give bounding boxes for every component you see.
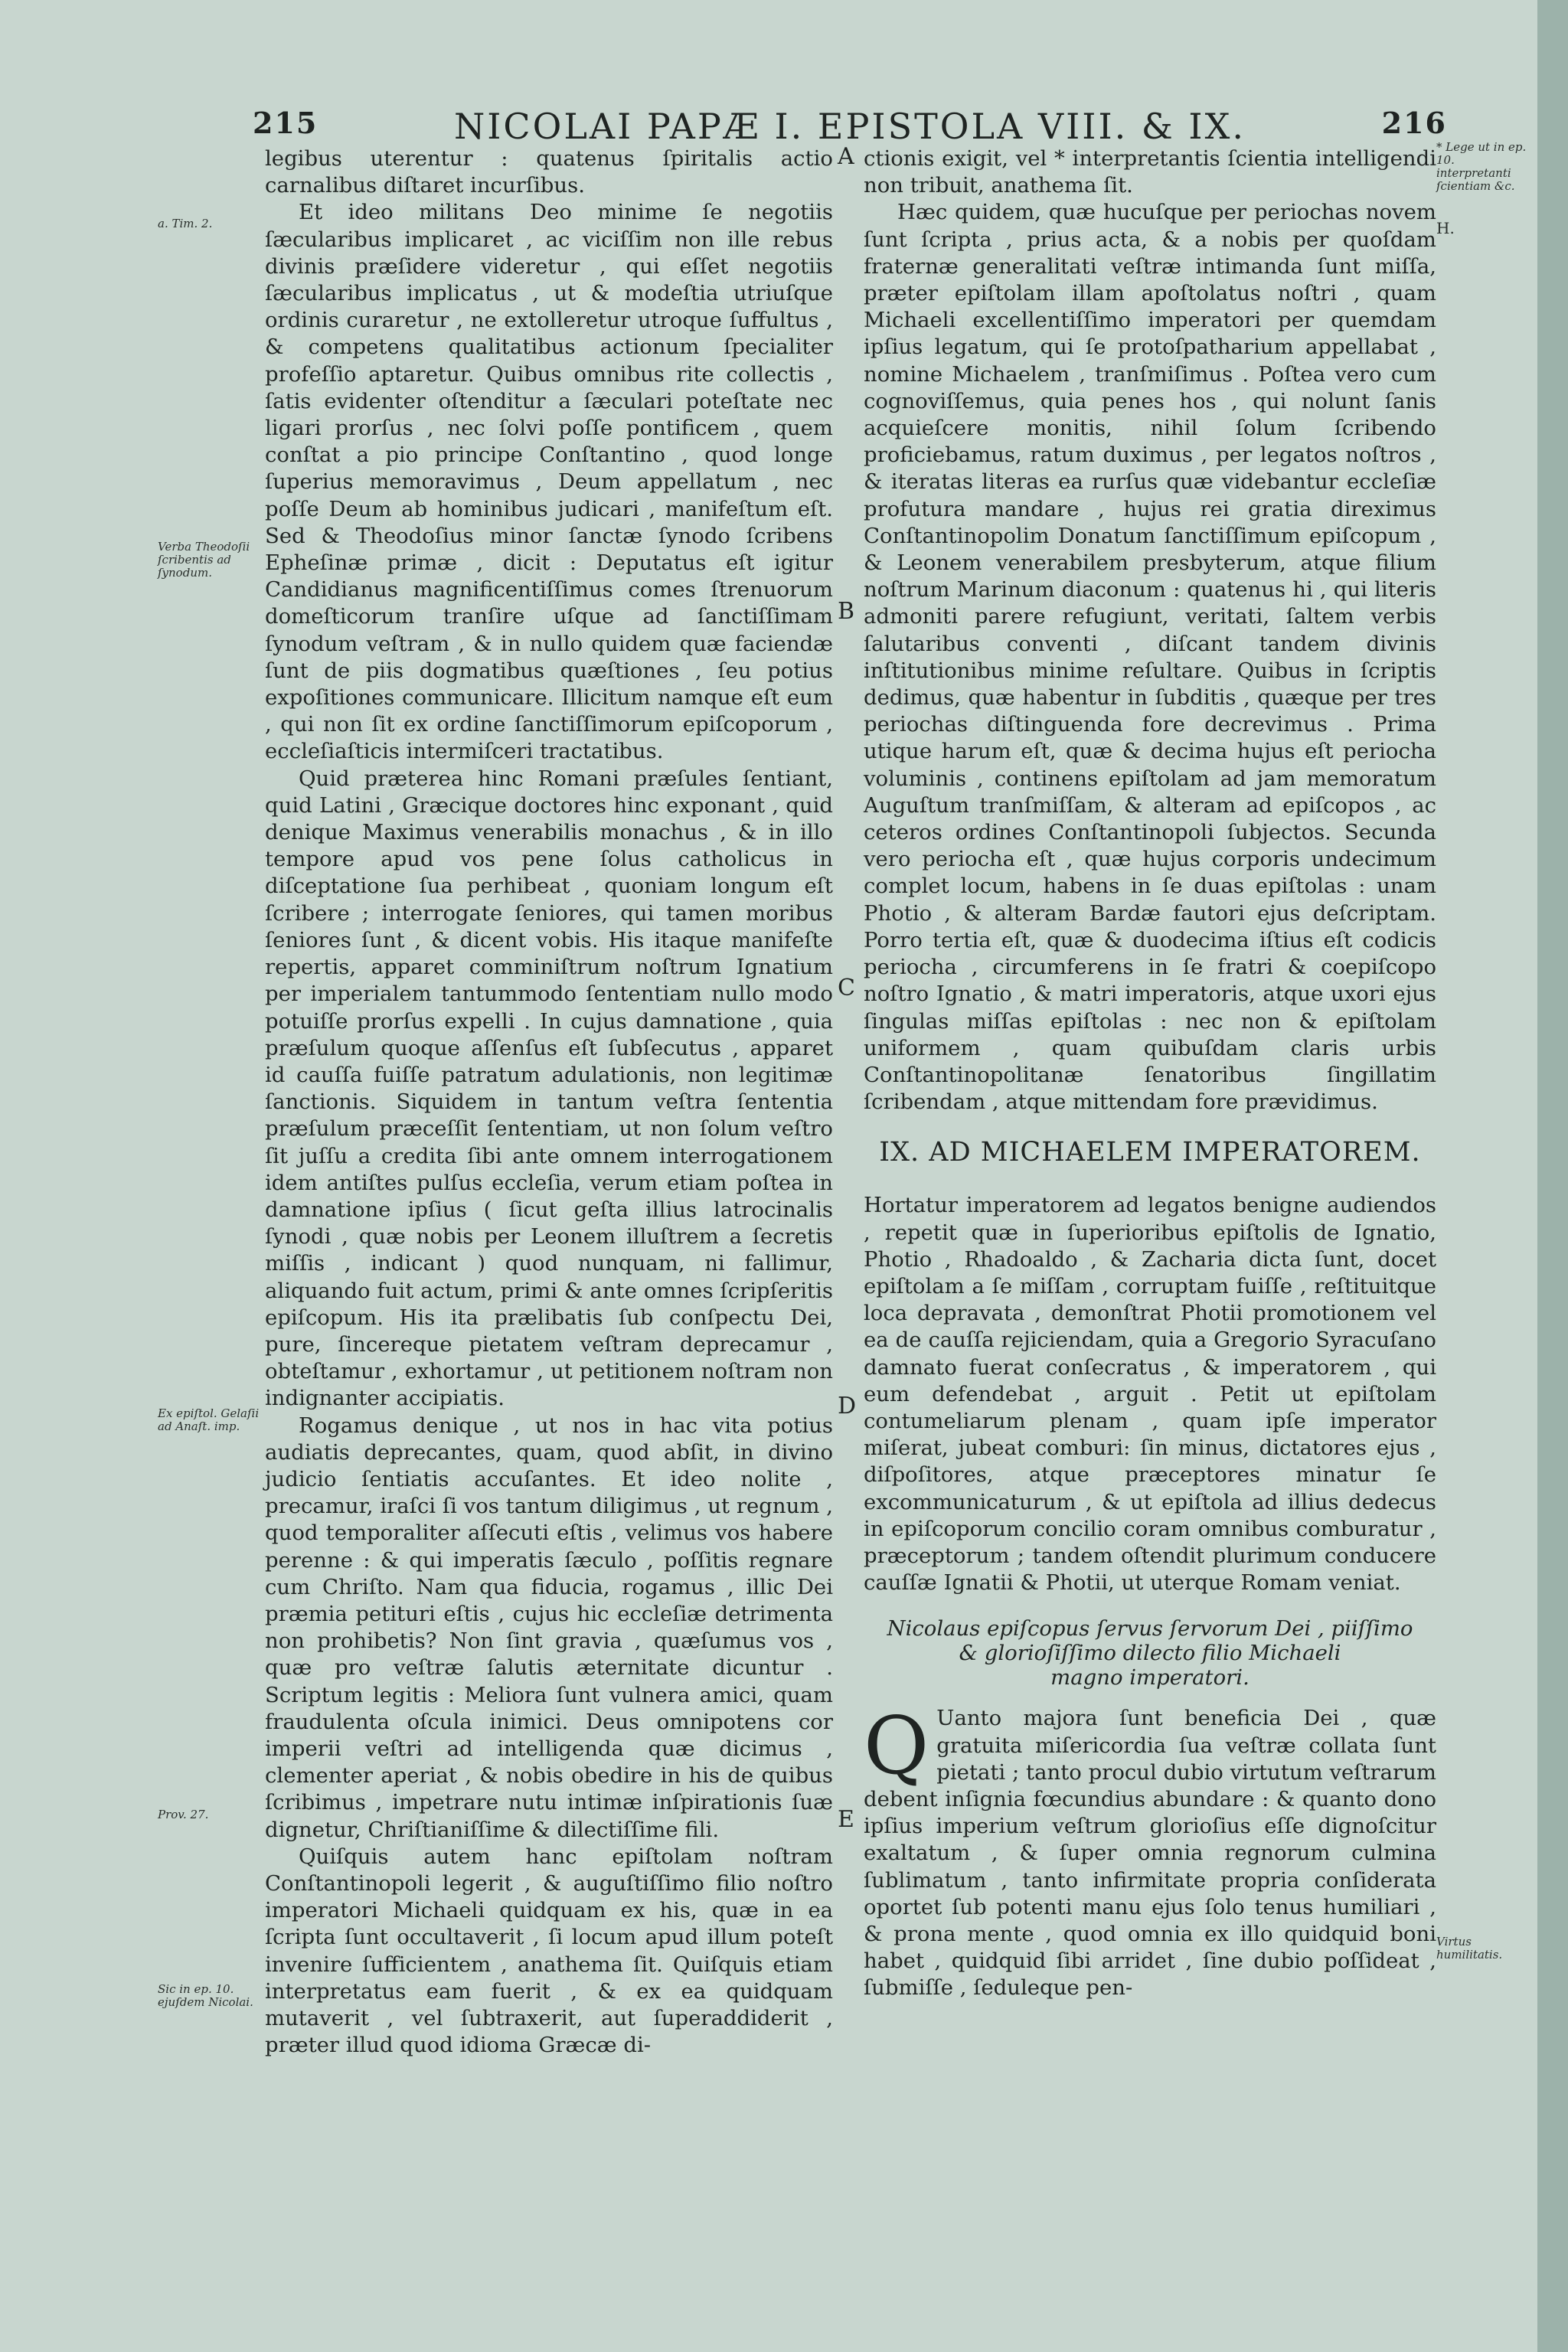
- letter-body-text: Uanto majora ſunt beneficia Dei , quæ gratuita miſericordia ſua veſtræ collata ſunt pietati ; tanto procul dubio virtutum veſtrarum debent inſignia fœcundius abundare : & quanto dono ipſius imperium veſtrum glorioſius eſſe dignoſcitur exaltatum , & ſuper omnia regnorum culmina ſublimatum , tanto infirmitate propria conſiderata oportet ſub potenti manu ejus ſolo tenus humiliari , & prona mente , quod omnia ex illo quidquid boni habet , quidquid ſibi arridet , ſine dubio poſſideat , ſubmiſſe , ſeduleque pen-: [864, 1706, 1436, 2001]
- section-letter: D: [838, 1393, 857, 1419]
- drop-cap: Q: [864, 1699, 929, 1793]
- margin-note: Ex epiſtol. Gelaſii ad Anaſt. imp.: [158, 1406, 260, 1433]
- page-number-right: 216: [1381, 106, 1447, 140]
- salutation-line: & glorioſiſſimo dilecto filio Michaeli: [959, 1641, 1341, 1666]
- margin-note: Sic in ep. 10. ejuſdem Nicolai.: [158, 1982, 253, 2009]
- section-letter: B: [838, 598, 855, 625]
- salutation-line: Nicolaus epiſcopus ſervus ſervorum Dei , piiſſimo: [887, 1616, 1413, 1642]
- right-column: [864, 145, 1436, 2002]
- paragraph: Quid præterea hinc Romani præſules ſentiant, quid Latini , Græcique doctores hinc exponant , quid denique Maximus venerabilis monachus , & in illo tempore apud vos pene ſolus catholicus in diſceptatione ſua perhibeat , quoniam longum eſt ſcribere ; interrogate ſeniores, qui tamen moribus ſeniores ſunt , & dicent vobis. His itaque manifeſte repertis, apparet comminiſtrum noſtrum Ignatium per imperialem tantummodo ſententiam nullo modo potuiſſe prorſus expelli . In cujus damnatione , quia præſulum quoque aſſenſus eſt ſubſecutus , apparet id cauſſa fuiſſe patratum adulationis, non legitimæ ſanctionis. Siquidem in tantum veſtra ſententia præſulum præceſſit ſententiam, ut non ſolum veſtro ſit juſſu a credita ſibi ante omnem interrogationem idem antiſtes pulſus eccleſia, verum etiam poſtea in damnatione ipſius ( ſicut geſta illius latrocinalis ſynodi , quæ nobis per Leonem illuſtrem a ſecretis miſſis , indicant ) quod nunquam, ni fallimur, aliquando fuit actum, primi & ante omnes ſcripſeritis epiſcopum. His ita prælibatis ſub conſpectu Dei, pure, ſincereque pietatem veſtram deprecamur , obteſtamur , exhortamur , ut petitionem noſtram non indignanter accipiatis.: [265, 766, 833, 1411]
- paragraph: legibus uterentur : quatenus ſpiritalis actio carnalibus diſtaret incurſibus.: [265, 146, 833, 198]
- left-column: [265, 145, 833, 2059]
- paragraph: Rogamus denique , ut nos in hac vita potius audiatis deprecantes, quam, quod abſit, in divino judicio ſentiatis accuſantes. Et ideo nolite , precamur, iraſci ſi vos tantum diligimus , ut regnum , quod temporaliter aſſecuti eſtis , velimus vos habere perenne : & qui imperatis ſæculo , poſſitis regnare cum Chriſto. Nam qua fiducia, rogamus , illic Dei præmia petituri eſtis , cujus hic eccleſiæ detrimenta non prohibetis? Non ſint gravia , quæſumus vos , quæ pro veſtræ ſalutis æternitate dicuntur . Scriptum legitis : Meliora ſunt vulnera amici, quam fraudulenta oſcula inimici. Deus omnipotens cor imperii veſtri ad intelligenda quæ dicimus , clementer aperiat , & nobis obedire in his de quibus ſcribimus , impetrare nutu intimæ inſpirationis ſuæ dignetur, Chriſtianiſſime & dilectiſſime fili.: [265, 1413, 833, 1842]
- margin-note: Virtus humilitatis.: [1436, 1935, 1503, 1962]
- margin-note: a. Tim. 2.: [158, 217, 213, 230]
- section-letter: C: [838, 975, 855, 1001]
- margin-note: * Lege ut in ep. 10. interpretanti ſcientiam &c.: [1436, 140, 1527, 193]
- paragraph: Hæc quidem, quæ hucuſque per periochas novem ſunt ſcripta , prius acta, & a nobis per quoſdam fraternæ generalitati veſtræ intimanda ſunt miſſa, præter epiſtolam illam apoſtolatus noſtri , quam Michaeli excellentiſſimo imperatori per quemdam ipſius legatum, qui ſe protoſpatharium appellabat , nomine Michaelem , tranſmiſimus . Poſtea vero cum cognoviſſemus, quia penes hos , qui nolunt ſanis acquieſcere monitis, nihil ſolum ſcribendo proficiebamus, ratum duximus , per legatos noſtros , & iteratas literas ea rurſus quæ videbantur eccleſiæ profutura mandare , hujus rei gratia direximus Conſtantinopolim Donatum ſanctiſſimum epiſcopum , & Leonem venerabilem presbyterum, atque filium noſtrum Marinum diaconum : quatenus hi , qui literis admoniti parere refugiunt, veritati, ſaltem verbis ſalutaribus conventi , diſcant tandem divinis inſtitutionibus minime reſultare. Quibus in ſcriptis dedimus, quæ habentur in ſubditis , quæque per tres periochas diſtinguenda fore decrevimus . Prima utique harum eſt, quæ & decima hujus eſt periocha voluminis , continens epiſtolam ad jam memoratum Auguſtum tranſmiſſam, & alteram ad epiſcopos , ac ceteros ordines Conſtantinopoli ſubjectos. Secunda vero periocha eſt , quæ hujus corporis undecimum complet locum, habens in ſe duas epiſtolas : unam Photio , & alteram Bardæ fautori ejus deſcriptam. Porro tertia eſt, quæ & duodecima iſtius eſt codicis periocha , circumferens in ſe fratri & coepiſcopo noſtro Ignatio , & matri imperatoris, atque uxori ejus ſingulas miſſas epiſtolas : nec non & epiſtolam uniformem , quam quibuſdam claris urbis Conſtantinopolitanæ ſenatoribus ſingillatim ſcribendam , atque mittendam fore prævidimus.: [864, 200, 1436, 1115]
- letter-body: [864, 1699, 1436, 2001]
- salutation-line: magno imperatori.: [1050, 1665, 1250, 1690]
- section-letter: A: [838, 143, 854, 170]
- margin-note: H.: [1436, 219, 1455, 237]
- paragraph: Quiſquis autem hanc epiſtolam noſtram Conſtantinopoli legerit , & auguſtiſſimo filio noſtro imperatori Michaeli quidquam ex his, quæ in ea ſcripta ſunt occultaverit , ſi locum apud illum poteſt invenire ſufficientem , anathema ſit. Quiſquis etiam interpretatus eam fuerit , & ex ea quidquam mutaverit , vel ſubtraxerit, aut ſuperaddiderit , præter illud quod idioma Græcæ di-: [265, 1844, 833, 2058]
- running-title: NICOLAI PAPÆ I. EPISTOLA VIII. & IX.: [454, 106, 1246, 147]
- letter-salutation: [864, 1616, 1436, 1690]
- page-header: [253, 106, 1447, 145]
- letter-summary: Hortatur imperatorem ad legatos benigne audiendos , repetit quæ in ſuperioribus epiſtolis de Ignatio, Photio , Rhadoaldo , & Zacharia dicta ſunt, docet epiſtolam a ſe miſſam , corruptam fuiſſe , reſtituitque loca depravata , demonſtrat Photii promotionem vel ea de cauſſa rejiciendam, quia a Gregorio Syracuſano damnato fuerat conſecratus , & imperatorem , qui eum defendebat , arguit . Petit ut epiſtolam contumeliarum plenam , quam ipſe imperator miſerat, jubeat comburi: ſin minus, dictatores ejus , diſpoſitores, atque præceptores minatur ſe excommunicaturum , & ut epiſtola ad illius dedecus in epiſcoporum concilio coram omnibus comburatur , præceptorum ; tandem oſtendit plurimum conducere cauſſæ Ignatii & Photii, ut uterque Romam veniat.: [864, 1193, 1436, 1596]
- paragraph: ctionis exigit, vel * interpretantis ſcientia intelligendi non tribuit, anathema ſit.: [864, 146, 1436, 198]
- letter-heading: IX. AD MICHAELEM IMPERATOREM.: [879, 1137, 1421, 1168]
- paragraph: Et ideo militans Deo minime ſe negotiis ſæcularibus implicaret , ac viciſſim non ille rebus divinis præſidere videretur , qui eſſet negotiis ſæcularibus implicatus , ut & modeſtia utriuſque ordinis curaretur , ne extolleretur utroque ſuffultus , & competens qualitatibus actionum ſpecialiter profeſſio aptaretur. Quibus omnibus rite collectis , ſatis evidenter oſtenditur a ſæculari poteſtate nec ligari prorſus , nec ſolvi poſſe pontificem , quem conſtat a pio principe Conſtantino , quod longe ſuperius memoravimus , Deum appellatum , nec poſſe Deum ab hominibus judicari , manifeſtum eſt. Sed & Theodoſius minor ſanctæ ſynodo ſcribens Epheſinæ primæ , dicit : Deputatus eſt igitur Candidianus magnificentiſſimus comes ſtrenuorum domeſticorum tranſire uſque ad ſanctiſſimam ſynodum veſtram , & in nullo quidem quæ faciendæ ſunt de piis dogmatibus quæſtiones , ſeu potius expoſitiones communicare. Illicitum namque eſt eum , qui non ſit ex ordine ſanctiſſimorum epiſcoporum , eccleſiaſticis intermiſceri tractatibus.: [265, 200, 833, 764]
- margin-note: Prov. 27.: [158, 1808, 209, 1821]
- section-letter: E: [838, 1806, 854, 1833]
- page-number-left: 215: [253, 106, 318, 140]
- margin-note: Verba Theodoſii ſcribentis ad ſynodum.: [158, 540, 250, 580]
